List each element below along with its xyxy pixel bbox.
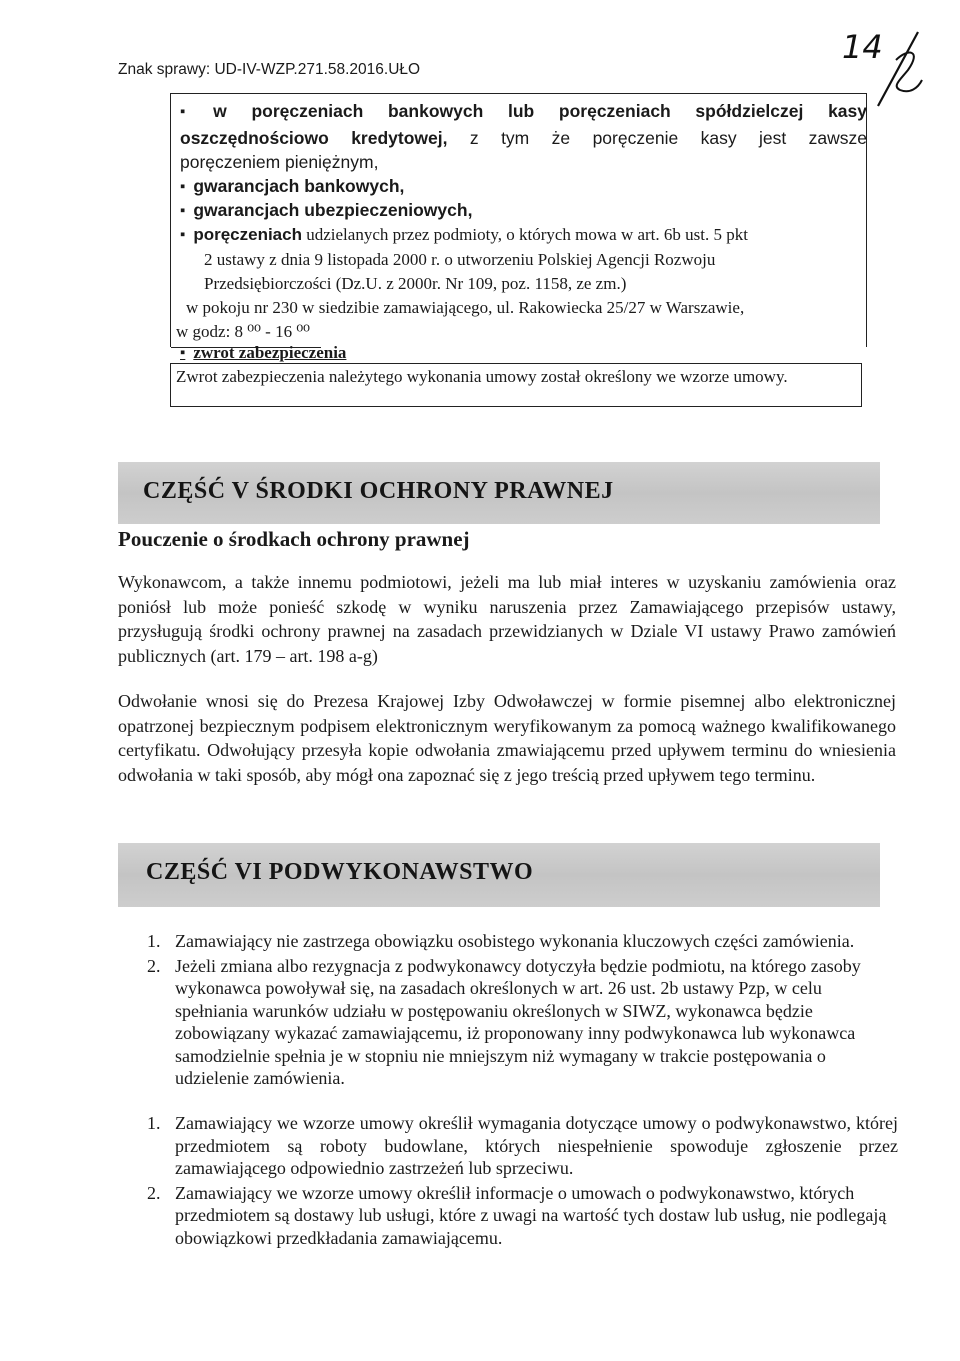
guarantee-line-2: oszczędnościowo kredytowej, z tym że poręczenie kasy jest zawsze [180, 128, 868, 148]
guarantee-location: w pokoju nr 230 w siedzibie zamawiającego, ul. Rakowiecka 25/27 w Warszawie, [186, 298, 745, 317]
guarantee-item-bank-sureties: ▪ w poręczeniach bankowych lub poręczeniach spółdzielczej kasy [180, 101, 867, 122]
legal-remedies-paragraph-1: Wykonawcom, a także innemu podmiotowi, jeżeli ma lub miał interes w uzyskaniu zamówienia oraz poniósł lub może ponieść szkodę w wyniku naruszenia przez Zamawiającego przepisów ustawy, przysługują środki ochrony prawnej na zasadach przewidzianych w Dziale VI ustawy Prawo zamówień publicznych (art. 179 – art. 198 a-g) [118, 572, 896, 666]
list-item: 2. Zamawiający we wzorze umowy określił informacje o umowach o podwykonawstwo, których przedmiotem są dostawy lub usługi, które z uwagi na wartość tych dostaw lub usług, nie podlegają obowiązkowi przedkładania zamawiającemu. [147, 1182, 887, 1248]
handwritten-page-text: 14 [842, 28, 883, 66]
guarantee-item-sureties: ▪ poręczeniach udzielanych przez podmioty, o których mowa w art. 6b ust. 5 pkt [180, 225, 748, 245]
list-item: 1. Zamawiający nie zastrzega obowiązku osobistego wykonania kluczowych części zamówienia. [147, 931, 855, 951]
subcontracting-list-b [118, 1112, 898, 1249]
guarantee-line-7: 2 ustawy z dnia 9 listopada 2000 r. o utworzeniu Polskiej Agencji Rozwoju [204, 250, 716, 269]
section-6-title: CZĘŚĆ VI PODWYKONAWSTWO [146, 859, 534, 885]
refund-heading: ▪ zwrot zabezpieczenia [180, 343, 346, 363]
legal-remedies-heading: Pouczenie o środkach ochrony prawnej [118, 527, 470, 551]
legal-remedies-paragraph-2: Odwołanie wnosi się do Prezesa Krajowej Izby Odwoławczej w formie pisemnej albo elektronicznej opatrzonej bezpiecznym podpisem elektronicznym weryfikowanym za pomocą ważnego kwalifikowanego certyfikatu. Odwołujący przesyła kopie odwołania zmawiającemu przed upływem terminu do wniesienia odwołania w taki sposób, aby mógł ona zapoznać się z jego treścią przed upływem tego terminu. [118, 691, 896, 785]
list-item: 2. Jeżeli zmiana albo rezygnacja z podwykonawcy dotyczyła będzie podmiotu, na którego zasoby wykonawca powoływał się, na zasadach określonych w art. 26 ust. 2b ustawy Pzp, w celu spełniania warunków udziału w postępowaniu określonych w SIWZ, wykonawca będzie zobowiązany wykazać zamawiającemu, iż proponowany inny podwykonawca lub wykonawca samodzielnie spełnia je w stopniu nie mniejszym niż wymagany w trakcie postępowania o udzielenie zamówienia. [147, 955, 861, 1088]
list-item: 1. Zamawiający we wzorze umowy określił wymagania dotyczące umowy o podwykonawstwo, której przedmiotem są roboty budowlane, których niespełnienie spowoduje zgłoszenie przez zamawiającego odpowiednio zastrzeżeń lub sprzeciwu. [147, 1113, 898, 1178]
guarantee-item-bank-guarantees: ▪ gwarancjach bankowych, [180, 176, 404, 197]
section-5-title: CZĘŚĆ V ŚRODKI OCHRONY PRAWNEJ [143, 478, 614, 504]
guarantee-item-insurance-guarantees: ▪ gwarancjach ubezpieczeniowych, [180, 200, 472, 221]
subcontracting-list-a [118, 930, 898, 1090]
guarantee-hours: w godz: 8 ⁰⁰ - 16 ⁰⁰ [176, 322, 310, 341]
case-reference: Znak sprawy: UD-IV-WZP.271.58.2016.UŁO [118, 61, 421, 78]
guarantee-line-3: poręczeniem pieniężnym, [180, 152, 379, 172]
refund-text: Zwrot zabezpieczenia należytego wykonania umowy został określony we wzorze umowy. [176, 367, 788, 386]
guarantee-line-8: Przedsiębiorczości (Dz.U. z 2000r. Nr 109, poz. 1158, ze zm.) [204, 274, 627, 293]
